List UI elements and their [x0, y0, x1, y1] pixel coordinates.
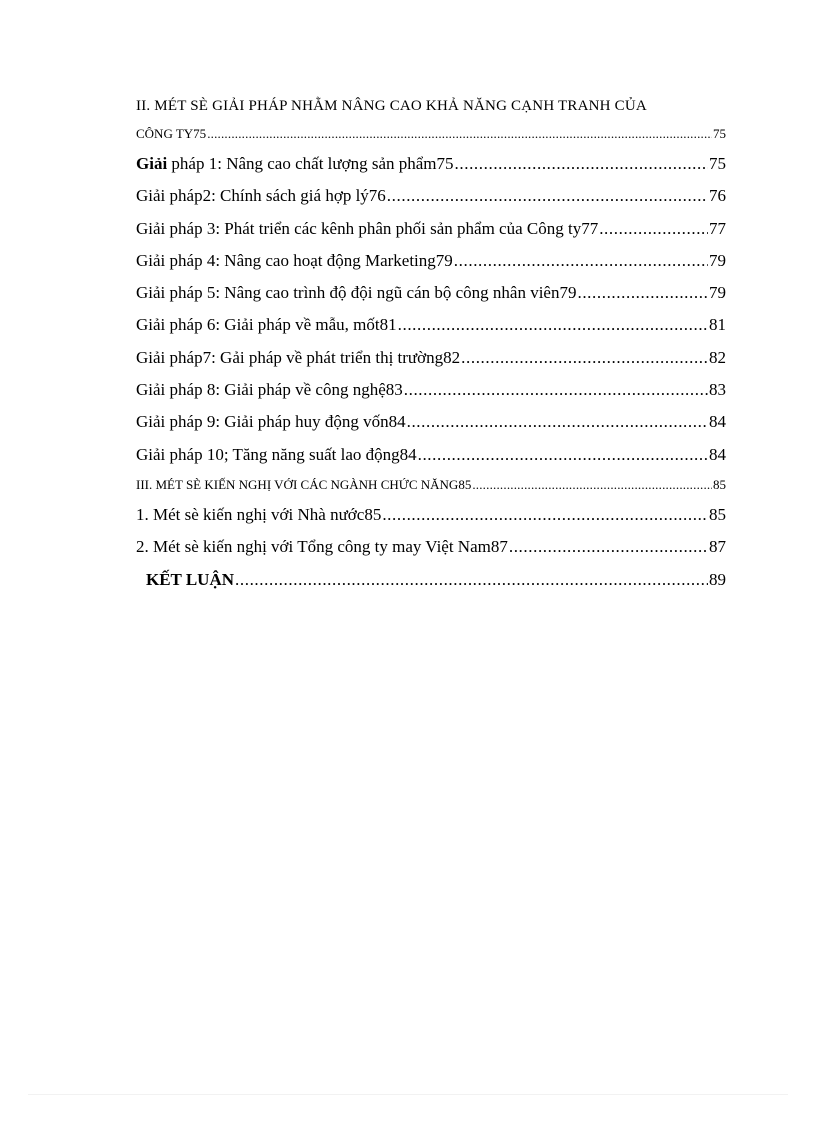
toc-entry-solution-5[interactable] — [136, 277, 726, 309]
dot-leader — [455, 148, 708, 180]
toc-entry-solution-8[interactable] — [136, 374, 726, 406]
toc-entry-recommendation-1[interactable] — [136, 499, 726, 531]
toc-entry-bold-prefix: Giải — [136, 154, 168, 173]
toc-page-number: 77 — [709, 218, 726, 238]
toc-entry-section-2[interactable] — [136, 120, 726, 148]
page-bottom-divider — [28, 1094, 788, 1095]
toc-entry-text: 1. Mét sè kiến nghị với Nhà nước85 — [136, 504, 382, 524]
toc-entry-text: Giải pháp 10; Tăng năng suất lao động84 — [136, 444, 417, 464]
dot-leader — [599, 213, 708, 245]
dot-leader — [461, 342, 708, 374]
toc-section-heading-3: III. MÉT SÈ KIẾN NGHỊ VỚI CÁC NGÀNH CHỨC NĂNG85 — [136, 476, 472, 492]
toc-page-number: 81 — [709, 315, 726, 335]
toc-page-number: 75 — [713, 126, 726, 141]
dot-leader — [207, 120, 712, 148]
toc-entry-text: Giải pháp 8: Giải pháp về công nghệ83 — [136, 380, 403, 400]
toc-entry-text: pháp 1: Nâng cao chất lượng sản phẩm75 — [167, 154, 454, 173]
toc-entry-solution-6[interactable] — [136, 309, 726, 341]
toc-entry-text: Giải pháp 4: Nâng cao hoạt động Marketing79 — [136, 250, 453, 270]
dot-leader — [387, 180, 708, 212]
toc-entry-solution-10[interactable] — [136, 439, 726, 471]
dot-leader — [407, 406, 708, 438]
dot-leader — [472, 471, 712, 499]
toc-entry-text: 2. Mét sè kiến nghị với Tổng công ty may Việt Nam87 — [136, 537, 508, 557]
toc-entry-text: Giải pháp2: Chính sách giá hợp lý76 — [136, 186, 386, 206]
toc-page-number: 84 — [709, 412, 726, 432]
toc-page-number: 75 — [709, 154, 726, 173]
toc-entry-solution-7[interactable] — [136, 342, 726, 374]
toc-entry-solution-2[interactable] — [136, 180, 726, 212]
toc-page-number: 85 — [709, 504, 726, 524]
dot-leader — [577, 277, 708, 309]
toc-section-heading-2: II. MÉT SÈ GIẢI PHÁP NHẰM NÂNG CAO KHẢ NĂNG CẠNH TRANH CỦA — [136, 98, 647, 114]
toc-entry-solution-4[interactable] — [136, 245, 726, 277]
dot-leader — [454, 245, 708, 277]
toc-page-number: 85 — [713, 476, 726, 492]
dot-leader — [235, 564, 708, 596]
toc-entry-text: Giải pháp7: Gải pháp về phát triển thị trường82 — [136, 347, 461, 367]
toc-page-number: 82 — [709, 347, 726, 367]
toc-page-number: 89 — [709, 569, 726, 589]
toc-entry-text: Giải pháp 3: Phát triển các kênh phân phối sản phẩm của Công ty77 — [136, 218, 599, 238]
toc-page-number: 76 — [709, 186, 726, 206]
toc-page-number: 87 — [709, 537, 726, 557]
toc-entry-text: CÔNG TY75 — [136, 126, 207, 141]
toc-entry-text: Giải pháp 9: Giải pháp huy động vốn84 — [136, 412, 406, 432]
toc-entry-recommendation-2[interactable] — [136, 531, 726, 563]
dot-leader — [418, 439, 708, 471]
toc-conclusion-text: KẾT LUẬN — [146, 569, 235, 589]
dot-leader — [398, 309, 708, 341]
toc-page-number: 79 — [709, 250, 726, 270]
toc-entry-section-3[interactable] — [136, 471, 726, 499]
toc-entry-solution-1[interactable] — [136, 148, 726, 180]
toc-page-number: 79 — [709, 283, 726, 303]
toc-page-number: 83 — [709, 380, 726, 400]
dot-leader — [404, 374, 708, 406]
toc-entry-solution-9[interactable] — [136, 406, 726, 438]
toc-page-number: 84 — [709, 444, 726, 464]
dot-leader — [382, 499, 708, 531]
table-of-contents — [136, 92, 726, 596]
dot-leader — [509, 531, 708, 563]
toc-entry-solution-3[interactable] — [136, 213, 726, 245]
toc-entry-text: Giải pháp 5: Nâng cao trình độ đội ngũ cán bộ công nhân viên79 — [136, 283, 577, 303]
toc-entry-text: Giải pháp 6: Giải pháp về mẫu, mốt81 — [136, 315, 397, 335]
toc-entry-conclusion[interactable] — [136, 564, 726, 596]
